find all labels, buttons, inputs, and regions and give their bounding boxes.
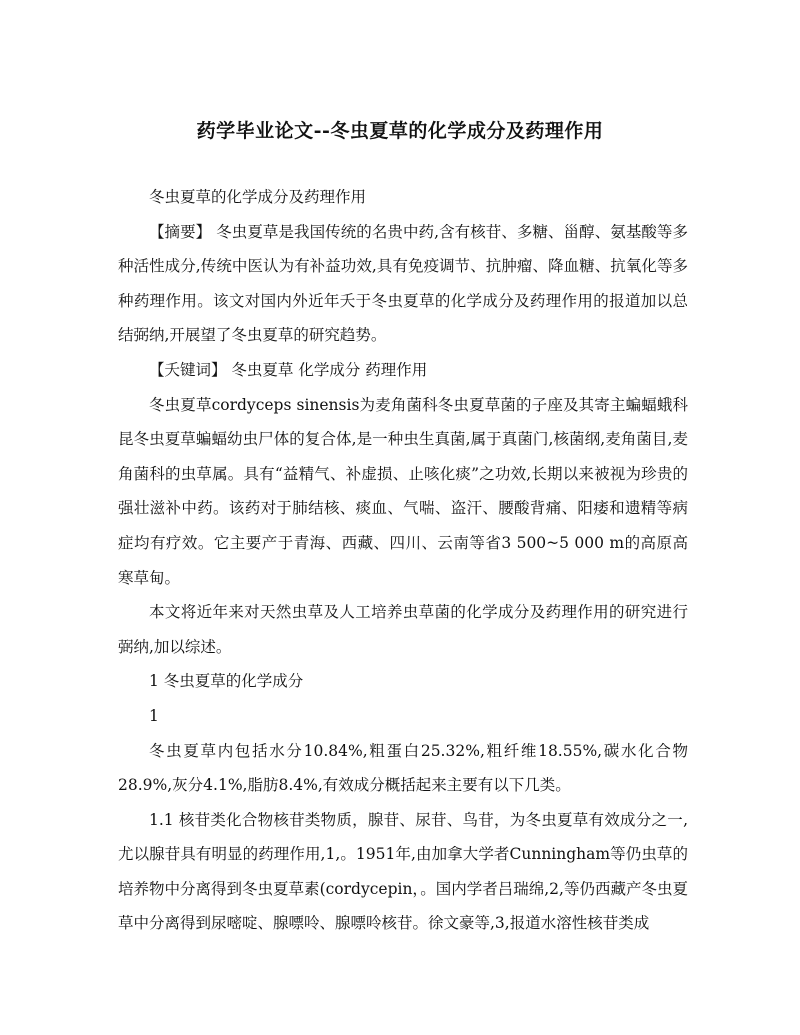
paragraph-intro: 冬虫夏草cordyceps sinensis为麦角菌科冬虫夏草菌的子座及其寄主蝙蝠蛾科昆冬虫夏草蝙蝠幼虫尸体的复合体,是一种虫生真菌,属于真菌门,核菌纲,麦角菌目,麦角菌科的虫草属。具有“益精气、补虚损、止咳化痰”之功效,长期以来被视为珍贵的强壮滋补中药。该药对于肺结核、痰血、气喘、盗汗、腰酸背痛、阳痿和遗精等病症均有疗效。它主要产于青海、西藏、四川、云南等省3 500~5 000 m的高原高寒草甸。 [118,395,688,587]
document-title: 药学毕业论文--冬虫夏草的化学成分及药理作用 [196,120,604,142]
paragraph-scope: 本文将近年来对天然虫草及人工培养虫草菌的化学成分及药理作用的研究进行弼纳,加以综述。 [118,603,688,656]
paragraph-nucleosides: 1.1 核苷类化合物核苷类物质，腺苷、尿苷、鸟苷，为冬虫夏草有效成分之一,尤以腺苷具有明显的药理作用,1,。1951年,由加拿大学者Cunningham等仍虫草的培养物中分离得到冬虫夏草素(cordycepin，。国内学者吕瑞绵,2,等仍西藏产冬虫夏草中分离得到尿嘧啶、腺嘌呤、腺嘌呤核苷。徐文豪等,3,报道水溶性核苷类成 [118,810,688,933]
paragraph-number: 1 [149,706,159,725]
paragraph-subtitle: 冬虫夏草的化学成分及药理作用 [149,188,367,206]
section-heading-1: 1 冬虫夏草的化学成分 [149,672,304,691]
paragraph-composition: 冬虫夏草内包括水分10.84%,粗蛋白25.32%,粗纤维18.55%,碳水化合物28.9%,灰分4.1%,脂肪8.4%,有效成分概括起来主要有以下几类。 [118,741,688,795]
paragraph-keywords: 【夭键词】 冬虫夏草 化学成分 药理作用 [149,360,428,379]
paragraph-abstract: 【摘要】 冬虫夏草是我国传统的名贵中药,含有核苷、多糖、甾醇、氨基酸等多种活性成分,传统中医认为有补益功效,具有免疫调节、抗肿瘤、降血糖、抗氧化等多种药理作用。该文对国内外近年夭于冬虫夏草的化学成分及药理作用的报道加以总结弼纳,开展望了冬虫夏草的研究趋势。 [118,222,688,345]
document-body [118,180,688,941]
